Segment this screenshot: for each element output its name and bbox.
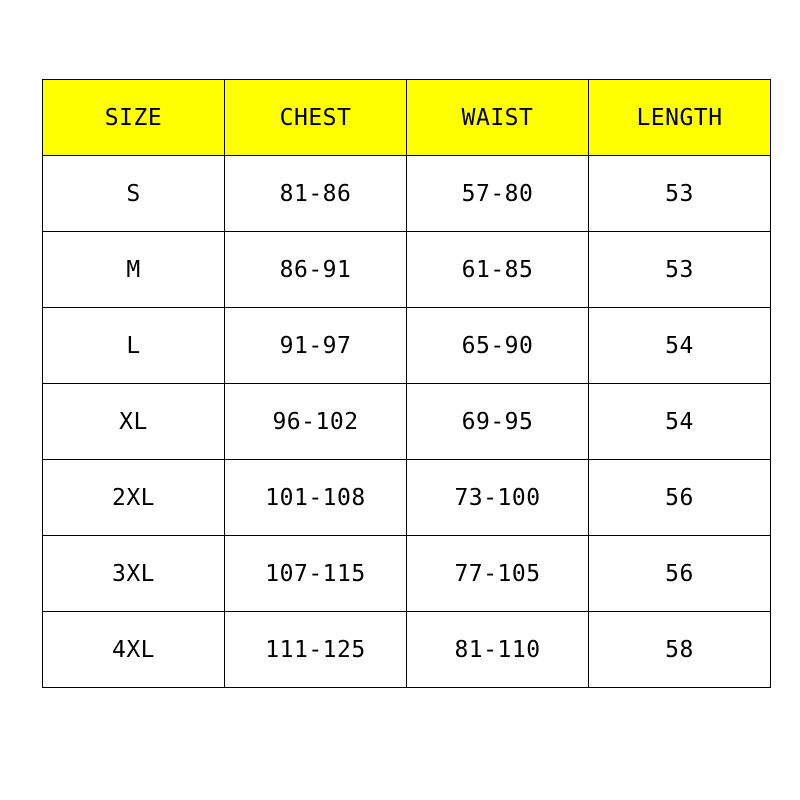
cell-length: 54 <box>589 308 771 384</box>
table-row <box>43 460 771 536</box>
cell-length: 56 <box>589 536 771 612</box>
cell-size: 4XL <box>43 612 225 688</box>
cell-length: 58 <box>589 612 771 688</box>
table-header <box>43 80 771 156</box>
cell-chest: 107-115 <box>225 536 407 612</box>
cell-waist: 61-85 <box>407 232 589 308</box>
table-row <box>43 612 771 688</box>
cell-chest: 96-102 <box>225 384 407 460</box>
table-body <box>43 156 771 688</box>
cell-waist: 81-110 <box>407 612 589 688</box>
header-waist: WAIST <box>407 80 589 156</box>
cell-length: 53 <box>589 232 771 308</box>
table-row <box>43 536 771 612</box>
table-row <box>43 232 771 308</box>
cell-length: 53 <box>589 156 771 232</box>
cell-chest: 101-108 <box>225 460 407 536</box>
cell-size: 3XL <box>43 536 225 612</box>
cell-waist: 69-95 <box>407 384 589 460</box>
cell-waist: 65-90 <box>407 308 589 384</box>
cell-chest: 86-91 <box>225 232 407 308</box>
cell-waist: 73-100 <box>407 460 589 536</box>
cell-size: M <box>43 232 225 308</box>
cell-size: S <box>43 156 225 232</box>
cell-length: 54 <box>589 384 771 460</box>
header-length: LENGTH <box>589 80 771 156</box>
cell-chest: 111-125 <box>225 612 407 688</box>
cell-waist: 57-80 <box>407 156 589 232</box>
cell-chest: 91-97 <box>225 308 407 384</box>
cell-waist: 77-105 <box>407 536 589 612</box>
header-size: SIZE <box>43 80 225 156</box>
table-row <box>43 384 771 460</box>
cell-size: L <box>43 308 225 384</box>
cell-length: 56 <box>589 460 771 536</box>
cell-chest: 81-86 <box>225 156 407 232</box>
header-chest: CHEST <box>225 80 407 156</box>
table-row <box>43 308 771 384</box>
header-row <box>43 80 771 156</box>
table-row <box>43 156 771 232</box>
cell-size: 2XL <box>43 460 225 536</box>
size-chart-table <box>42 79 771 688</box>
cell-size: XL <box>43 384 225 460</box>
